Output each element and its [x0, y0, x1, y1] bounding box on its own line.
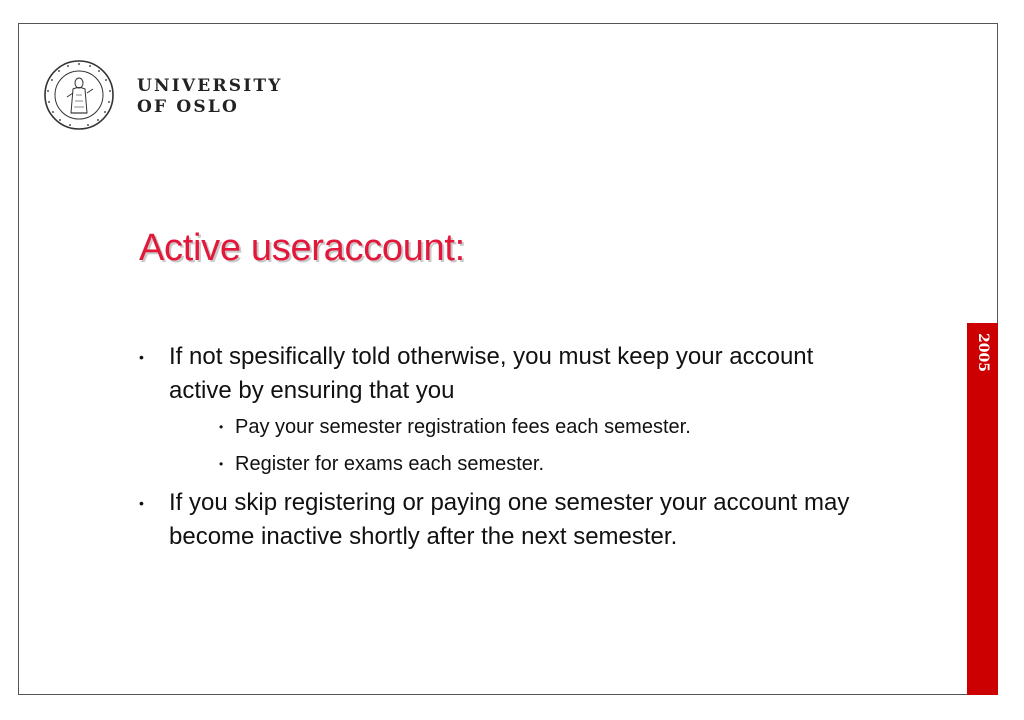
bullet-item	[139, 486, 879, 554]
sub-bullet-text: Pay your semester registration fees each semester.	[235, 416, 691, 438]
bullet-item	[139, 340, 879, 479]
university-name	[137, 76, 283, 118]
university-seal-icon	[43, 59, 115, 131]
sub-bullet-list	[169, 412, 879, 479]
bullet-dot-icon: •	[139, 495, 144, 511]
slide-title: Active useraccount:	[139, 227, 465, 269]
sub-bullet-text: Register for exams each semester.	[235, 453, 545, 475]
slide	[18, 23, 998, 695]
sub-bullet-item	[169, 449, 879, 479]
bullet-dot-icon: •	[219, 457, 224, 471]
university-name-line1: UNIVERSITY	[137, 76, 283, 96]
university-name-line2: OF OSLO	[137, 97, 240, 117]
slide-content	[139, 340, 879, 560]
bullet-dot-icon: •	[219, 420, 224, 434]
sub-bullet-item	[169, 412, 879, 442]
bullet-dot-icon: •	[139, 349, 144, 365]
bullet-text: If not spesifically told otherwise, you must keep your account active by ensuring that you	[169, 343, 814, 404]
bullet-text: If you skip registering or paying one semester your account may become inactive shortly after the next semester.	[169, 489, 850, 550]
year-bar	[967, 323, 998, 695]
year-label: 2005	[975, 333, 991, 372]
